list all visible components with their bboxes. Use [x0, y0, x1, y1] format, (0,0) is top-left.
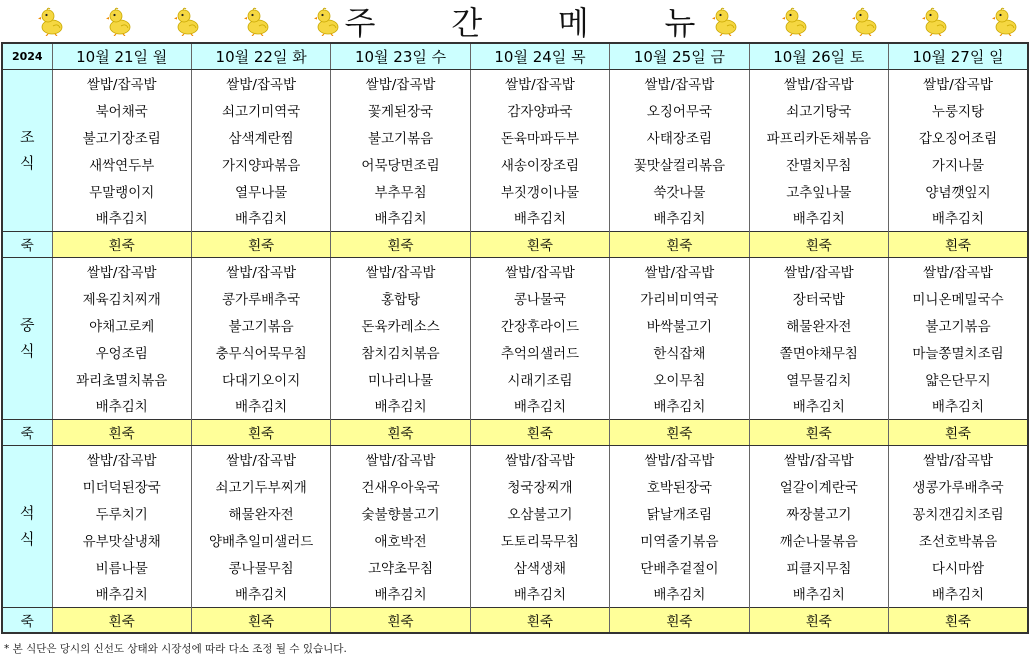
menu-item: 감자양파국 — [470, 96, 609, 123]
title-bar — [0, 0, 1030, 42]
menu-item: 쌀밥/잡곡밥 — [470, 257, 609, 284]
menu-item: 배추김치 — [749, 392, 888, 419]
day-header: 10월 23일 수 — [331, 43, 470, 69]
menu-item: 짜장불고기 — [749, 499, 888, 526]
menu-item: 쌀밥/잡곡밥 — [749, 257, 888, 284]
menu-item: 생콩가루배추국 — [889, 472, 1028, 499]
menu-item: 쌀밥/잡곡밥 — [52, 445, 191, 472]
porridge-label: 죽 — [2, 607, 52, 633]
duck-icon — [712, 6, 738, 36]
menu-row — [2, 177, 1028, 204]
menu-row — [2, 472, 1028, 499]
meal-label — [2, 257, 52, 419]
menu-item: 삼색생채 — [470, 553, 609, 580]
menu-item: 쇠고기두부찌개 — [191, 472, 330, 499]
menu-row — [2, 392, 1028, 419]
menu-item: 쫄면야채무침 — [749, 338, 888, 365]
duck-icon — [782, 6, 808, 36]
menu-item: 미역줄기볶음 — [610, 526, 749, 553]
menu-item: 호박된장국 — [610, 472, 749, 499]
porridge-item: 흰죽 — [749, 607, 888, 633]
meal-label-char: 식 — [20, 342, 35, 360]
menu-item: 북어채국 — [52, 96, 191, 123]
menu-item: 쌀밥/잡곡밥 — [610, 445, 749, 472]
title-char: 뉴 — [664, 4, 696, 42]
menu-item: 배추김치 — [749, 204, 888, 231]
menu-item: 다대기오이지 — [191, 365, 330, 392]
menu-item: 추억의샐러드 — [470, 338, 609, 365]
menu-item: 쌀밥/잡곡밥 — [889, 445, 1028, 472]
menu-item: 청국장찌개 — [470, 472, 609, 499]
menu-item: 다시마쌈 — [889, 553, 1028, 580]
menu-item: 제육김치찌개 — [52, 284, 191, 311]
menu-item: 돈육카레소스 — [331, 311, 470, 338]
menu-row — [2, 445, 1028, 472]
menu-item: 배추김치 — [470, 392, 609, 419]
duck-icon — [314, 6, 340, 36]
menu-item: 배추김치 — [331, 204, 470, 231]
porridge-row — [2, 607, 1028, 633]
menu-item: 갑오징어조림 — [889, 123, 1028, 150]
menu-item: 양념깻잎지 — [889, 177, 1028, 204]
menu-item: 도토리묵무침 — [470, 526, 609, 553]
menu-item: 쌀밥/잡곡밥 — [52, 69, 191, 96]
meal-label — [2, 445, 52, 607]
menu-item: 쌀밥/잡곡밥 — [331, 257, 470, 284]
menu-item: 배추김치 — [610, 392, 749, 419]
menu-item: 콩나물무침 — [191, 553, 330, 580]
day-header: 10월 21일 월 — [52, 43, 191, 69]
porridge-item: 흰죽 — [610, 607, 749, 633]
meal-label-char: 석 — [20, 504, 35, 522]
porridge-item: 흰죽 — [191, 231, 330, 257]
porridge-item: 흰죽 — [52, 607, 191, 633]
day-header: 10월 24일 목 — [470, 43, 609, 69]
menu-item: 쌀밥/잡곡밥 — [889, 69, 1028, 96]
menu-item: 배추김치 — [331, 392, 470, 419]
porridge-item: 흰죽 — [470, 607, 609, 633]
menu-item: 열무물김치 — [749, 365, 888, 392]
menu-item: 얼갈이계란국 — [749, 472, 888, 499]
menu-item: 쌀밥/잡곡밥 — [52, 257, 191, 284]
menu-item: 미나리나물 — [331, 365, 470, 392]
menu-item: 배추김치 — [52, 204, 191, 231]
menu-item: 시래기조림 — [470, 365, 609, 392]
menu-item: 조선호박볶음 — [889, 526, 1028, 553]
menu-row — [2, 123, 1028, 150]
porridge-item: 흰죽 — [470, 419, 609, 445]
menu-item: 비름나물 — [52, 553, 191, 580]
day-header: 10월 22일 화 — [191, 43, 330, 69]
menu-item: 얇은단무지 — [889, 365, 1028, 392]
menu-item: 부짓갱이나물 — [470, 177, 609, 204]
menu-item: 충무식어묵무침 — [191, 338, 330, 365]
menu-item: 유부맛살냉채 — [52, 526, 191, 553]
menu-item: 배추김치 — [889, 580, 1028, 607]
menu-item: 쌀밥/잡곡밥 — [191, 69, 330, 96]
menu-item: 바싹불고기 — [610, 311, 749, 338]
menu-item: 배추김치 — [191, 580, 330, 607]
menu-item: 쌀밥/잡곡밥 — [610, 69, 749, 96]
menu-item: 쌀밥/잡곡밥 — [470, 69, 609, 96]
menu-row — [2, 338, 1028, 365]
menu-body — [2, 69, 1028, 633]
page-title — [340, 2, 700, 40]
porridge-item: 흰죽 — [889, 607, 1028, 633]
menu-item: 양배추일미샐러드 — [191, 526, 330, 553]
menu-item: 배추김치 — [749, 580, 888, 607]
duck-icon — [174, 6, 200, 36]
menu-item: 쌀밥/잡곡밥 — [749, 69, 888, 96]
menu-item: 배추김치 — [191, 204, 330, 231]
menu-row — [2, 150, 1028, 177]
menu-row — [2, 311, 1028, 338]
porridge-row — [2, 231, 1028, 257]
menu-item: 쇠고기미역국 — [191, 96, 330, 123]
porridge-item: 흰죽 — [749, 419, 888, 445]
menu-item: 고추잎나물 — [749, 177, 888, 204]
menu-item: 오징어무국 — [610, 96, 749, 123]
menu-item: 간장후라이드 — [470, 311, 609, 338]
meal-label-char: 식 — [20, 154, 35, 172]
menu-item: 장터국밥 — [749, 284, 888, 311]
meal-label-char: 조 — [20, 128, 35, 146]
duck-icon — [106, 6, 132, 36]
menu-row — [2, 580, 1028, 607]
menu-item: 불고기장조림 — [52, 123, 191, 150]
menu-row — [2, 96, 1028, 123]
menu-item: 두루치기 — [52, 499, 191, 526]
header-row — [2, 43, 1028, 69]
menu-item: 꽈리초멸치볶음 — [52, 365, 191, 392]
menu-item: 쌀밥/잡곡밥 — [331, 445, 470, 472]
title-char: 주 — [344, 4, 376, 42]
menu-row — [2, 257, 1028, 284]
porridge-item: 흰죽 — [52, 419, 191, 445]
menu-item: 깨순나물볶음 — [749, 526, 888, 553]
menu-item: 꽁치갠김치조림 — [889, 499, 1028, 526]
menu-item: 누룽지탕 — [889, 96, 1028, 123]
menu-item: 가지양파볶음 — [191, 150, 330, 177]
porridge-item: 흰죽 — [470, 231, 609, 257]
menu-item: 콩나물국 — [470, 284, 609, 311]
duck-icon — [38, 6, 64, 36]
menu-item: 불고기볶음 — [889, 311, 1028, 338]
porridge-item: 흰죽 — [749, 231, 888, 257]
menu-item: 참치김치볶음 — [331, 338, 470, 365]
menu-item: 불고기볶음 — [331, 123, 470, 150]
porridge-item: 흰죽 — [191, 607, 330, 633]
menu-item: 배추김치 — [331, 580, 470, 607]
menu-item: 쑥갓나물 — [610, 177, 749, 204]
porridge-item: 흰죽 — [331, 231, 470, 257]
menu-item: 열무나물 — [191, 177, 330, 204]
menu-item: 부추무침 — [331, 177, 470, 204]
menu-item: 쌀밥/잡곡밥 — [331, 69, 470, 96]
menu-row — [2, 553, 1028, 580]
menu-item: 꽃맛살컬리볶음 — [610, 150, 749, 177]
menu-item: 배추김치 — [470, 204, 609, 231]
porridge-item: 흰죽 — [331, 607, 470, 633]
menu-row — [2, 526, 1028, 553]
day-header: 10월 26일 토 — [749, 43, 888, 69]
duck-icon — [992, 6, 1018, 36]
menu-row — [2, 365, 1028, 392]
menu-item: 야채고로케 — [52, 311, 191, 338]
day-header: 10월 27일 일 — [889, 43, 1028, 69]
menu-item: 오삼불고기 — [470, 499, 609, 526]
porridge-item: 흰죽 — [889, 419, 1028, 445]
menu-item: 오이무침 — [610, 365, 749, 392]
menu-row — [2, 69, 1028, 96]
year-cell: 2024 — [2, 43, 52, 69]
menu-item: 단배추겉절이 — [610, 553, 749, 580]
porridge-item: 흰죽 — [191, 419, 330, 445]
menu-item: 새싹연두부 — [52, 150, 191, 177]
menu-item: 무말랭이지 — [52, 177, 191, 204]
porridge-item: 흰죽 — [889, 231, 1028, 257]
duck-icon — [244, 6, 270, 36]
duck-icon — [852, 6, 878, 36]
menu-item: 삼색계란찜 — [191, 123, 330, 150]
menu-item: 돈육마파두부 — [470, 123, 609, 150]
menu-item: 쌀밥/잡곡밥 — [610, 257, 749, 284]
menu-item: 닭날개조림 — [610, 499, 749, 526]
menu-item: 쌀밥/잡곡밥 — [749, 445, 888, 472]
menu-item: 한식잡채 — [610, 338, 749, 365]
menu-item: 새송이장조림 — [470, 150, 609, 177]
menu-item: 불고기볶음 — [191, 311, 330, 338]
porridge-label: 죽 — [2, 231, 52, 257]
footnote: * 본 식단은 당시의 신선도 상태와 시장성에 따라 다소 조정 될 수 있습니다. — [4, 643, 347, 655]
title-char: 간 — [451, 4, 483, 42]
menu-item: 콩가루배추국 — [191, 284, 330, 311]
menu-item: 가리비미역국 — [610, 284, 749, 311]
menu-item: 어묵당면조림 — [331, 150, 470, 177]
weekly-menu-table — [1, 42, 1029, 634]
menu-item: 애호박전 — [331, 526, 470, 553]
meal-label-char: 중 — [20, 316, 35, 334]
menu-item: 고약초무침 — [331, 553, 470, 580]
menu-row — [2, 204, 1028, 231]
porridge-item: 흰죽 — [610, 231, 749, 257]
menu-item: 잔멸치무침 — [749, 150, 888, 177]
title-char: 메 — [557, 4, 589, 42]
menu-item: 배추김치 — [889, 392, 1028, 419]
menu-item: 꽃게된장국 — [331, 96, 470, 123]
menu-item: 배추김치 — [610, 204, 749, 231]
porridge-item: 흰죽 — [610, 419, 749, 445]
menu-item: 배추김치 — [889, 204, 1028, 231]
menu-item: 숯불향불고기 — [331, 499, 470, 526]
menu-item: 쌀밥/잡곡밥 — [889, 257, 1028, 284]
menu-item: 해물완자전 — [191, 499, 330, 526]
meal-label-char: 식 — [20, 530, 35, 548]
porridge-item: 흰죽 — [52, 231, 191, 257]
menu-item: 배추김치 — [470, 580, 609, 607]
duck-icon — [922, 6, 948, 36]
menu-item: 배추김치 — [52, 580, 191, 607]
menu-item: 쇠고기탕국 — [749, 96, 888, 123]
menu-item: 배추김치 — [610, 580, 749, 607]
menu-item: 사태장조림 — [610, 123, 749, 150]
menu-item: 건새우아욱국 — [331, 472, 470, 499]
menu-item: 마늘쫑멸치조림 — [889, 338, 1028, 365]
menu-item: 쌀밥/잡곡밥 — [470, 445, 609, 472]
porridge-item: 흰죽 — [331, 419, 470, 445]
menu-item: 쌀밥/잡곡밥 — [191, 257, 330, 284]
menu-item: 파프리카돈채볶음 — [749, 123, 888, 150]
porridge-label: 죽 — [2, 419, 52, 445]
menu-item: 배추김치 — [52, 392, 191, 419]
menu-item: 가지나물 — [889, 150, 1028, 177]
menu-item: 해물완자전 — [749, 311, 888, 338]
menu-row — [2, 284, 1028, 311]
porridge-row — [2, 419, 1028, 445]
menu-item: 홍합탕 — [331, 284, 470, 311]
menu-item: 쌀밥/잡곡밥 — [191, 445, 330, 472]
menu-item: 배추김치 — [191, 392, 330, 419]
menu-item: 피클지무침 — [749, 553, 888, 580]
menu-item: 미니온메밀국수 — [889, 284, 1028, 311]
menu-item: 우엉조림 — [52, 338, 191, 365]
day-header: 10월 25일 금 — [610, 43, 749, 69]
meal-label — [2, 69, 52, 231]
menu-row — [2, 499, 1028, 526]
menu-item: 미더덕된장국 — [52, 472, 191, 499]
